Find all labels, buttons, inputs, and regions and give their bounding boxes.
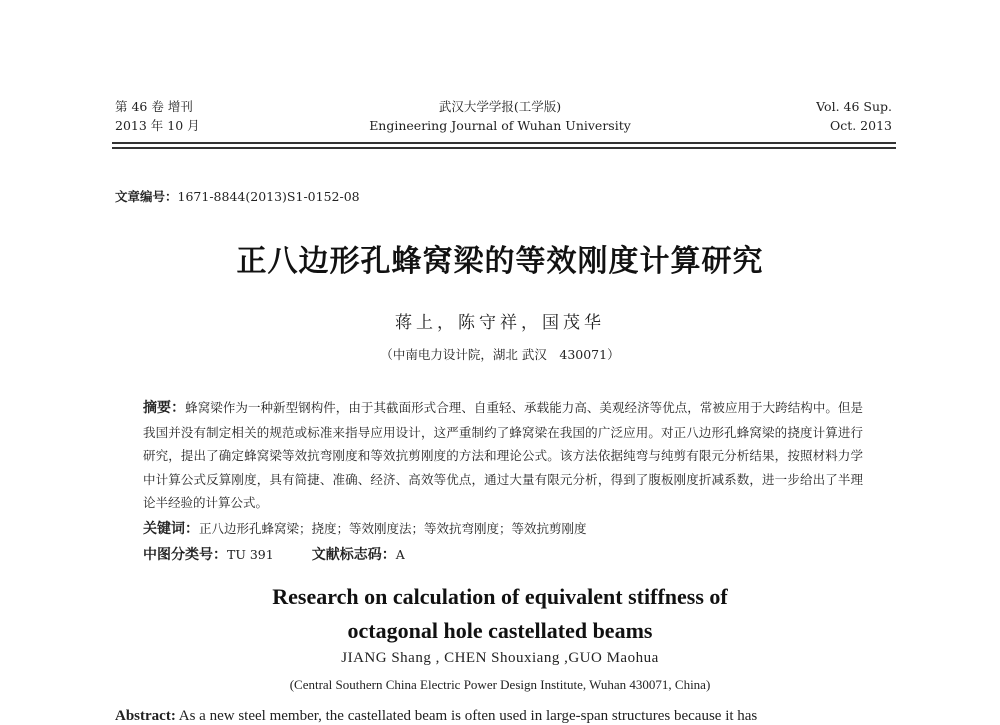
classification-line bbox=[143, 544, 405, 564]
english-title-line1: Research on calculation of equivalent stiffness of bbox=[272, 584, 728, 609]
header-date: 2013 年 10 月 bbox=[115, 118, 200, 133]
header-rule-thin bbox=[112, 142, 896, 144]
article-number-value: 1671-8844(2013)S1-0152-08 bbox=[177, 189, 360, 204]
article-number-label: 文章编号： bbox=[115, 189, 178, 204]
english-abstract-label: Abstract: bbox=[115, 708, 176, 724]
chinese-abstract-text: 蜂窝梁作为一种新型钢构件，由于其截面形式合理、自重轻、承载能力高、美观经济等优点，常被应用于大跨结构中。但是我国并没有制定相关的规范或标准来指导应用设计，这严重制约了蜂窝梁在我国的广泛应用。对正八边形孔蜂窝梁的挠度计算进行研究，提出了确定蜂窝梁等效抗弯刚度和等效抗剪刚度的方法和理论公式。该方法依据纯弯与纯剪有限元分析结果，按照材料力学中计算公式反算刚度，具有简捷、准确、经济、高效等优点，通过大量有限元分析，得到了腹板刚度折减系数，进一步给出了半理论半经验的计算公式。 bbox=[143, 400, 863, 510]
header-journal-cn: 武汉大学学报(工学版) bbox=[438, 99, 562, 114]
doc-code-label: 文献标志码： bbox=[311, 547, 396, 563]
header-volume-issue: 第 46 卷 增刊 bbox=[115, 99, 193, 114]
chinese-authors: 蒋上，陈守祥，国茂华 bbox=[395, 313, 605, 333]
english-abstract-text: As a new steel member, the castellated beam is often used in large-span structures because it has bbox=[178, 708, 758, 724]
doc-code-value: A bbox=[395, 547, 405, 562]
header-rule-thick bbox=[112, 147, 896, 149]
chinese-abstract bbox=[143, 396, 863, 515]
header-date-en: Oct. 2013 bbox=[829, 118, 892, 133]
keywords-label: 关键词： bbox=[143, 521, 199, 537]
english-title-line2: octagonal hole castellated beams bbox=[347, 618, 653, 643]
chinese-title: 正八边形孔蜂窝梁的等效刚度计算研究 bbox=[236, 244, 764, 279]
english-abstract bbox=[115, 708, 757, 725]
running-header-volume-en bbox=[816, 97, 892, 135]
chinese-affiliation: （中南电力设计院，湖北 武汉 430071） bbox=[380, 347, 620, 362]
clc-value: TU 391 bbox=[227, 547, 274, 562]
keywords-text: 正八边形孔蜂窝梁；挠度；等效刚度法；等效抗弯刚度；等效抗剪刚度 bbox=[199, 521, 587, 536]
english-title bbox=[0, 580, 1000, 648]
clc-label: 中图分类号： bbox=[143, 547, 227, 563]
english-affiliation: (Central Southern China Electric Power Design Institute, Wuhan 430071, China) bbox=[289, 677, 711, 692]
header-volume-en: Vol. 46 Sup. bbox=[816, 99, 892, 114]
chinese-abstract-label: 摘要： bbox=[143, 400, 186, 416]
article-number bbox=[115, 187, 360, 205]
header-journal-en: Engineering Journal of Wuhan University bbox=[369, 118, 631, 133]
chinese-keywords bbox=[143, 518, 587, 538]
english-authors: JIANG Shang , CHEN Shouxiang ,GUO Maohua bbox=[341, 650, 659, 666]
